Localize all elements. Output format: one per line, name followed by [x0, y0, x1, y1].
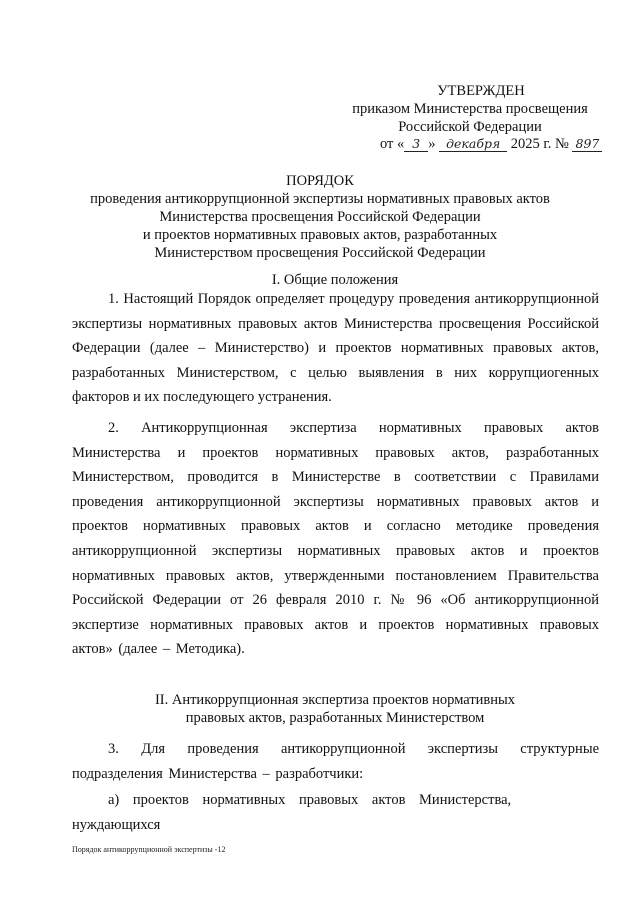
title-line-1: проведения антикоррупционной экспертизы нормативных правовых актов: [90, 191, 550, 207]
order-date-line: [380, 136, 610, 153]
approval-line-2: Российской Федерации: [398, 119, 542, 135]
section-1-title: I. Общие положения: [271, 272, 399, 288]
section-2-line-1: II. Антикоррупционная экспертиза проектов нормативных: [154, 692, 516, 708]
section-2-line-2: правовых актов, разработанных Министерством: [185, 710, 485, 726]
approval-block: [340, 82, 600, 136]
title-heading: ПОРЯДОК: [286, 173, 354, 189]
handwritten-day: 3: [404, 137, 428, 152]
title-line-2: Министерства просвещения Российской Федерации: [159, 209, 481, 225]
paragraph-1: 1. Настоящий Порядок определяет процедуру проведения антикоррупционной экспертизы нормативных правовых актов Министерства просвещения Российской Федерации (далее – Министерство) и проектов нормативных правовых актов, разработанных Министерством, с целью выявления в них коррупциогенных факторов и их последующего устранения.: [72, 291, 599, 406]
paragraph-3: 3. Для проведения антикоррупционной экспертизы структурные подразделения Министерства – разработчики:: [72, 741, 599, 782]
title-line-3: и проектов нормативных правовых актов, разработанных: [142, 227, 498, 243]
handwritten-order-number: 897: [572, 137, 602, 152]
handwritten-month: декабря: [439, 137, 507, 152]
section-2-heading: [70, 691, 600, 727]
date-prefix: от «: [380, 136, 405, 152]
approval-title: УТВЕРЖДЕН: [437, 83, 525, 99]
date-mid: »: [428, 136, 436, 152]
approval-line-1: приказом Министерства просвещения: [352, 101, 588, 117]
title-line-4: Министерством просвещения Российской Федерации: [154, 245, 486, 261]
year-suffix: 2025 г. №: [510, 136, 569, 152]
paragraph-2: 2. Антикоррупционная экспертиза нормативных правовых актов Министерства и проектов нормативных правовых актов, разработанных Министерством, проводится в Министерстве в соответствии с Правилами проведения антикоррупционной экспертизы нормативных правовых актов и проектов нормативных правовых актов и согласно методике проведения антикоррупционной экспертизы нормативных правовых актов и проектов нормативных правовых актов, утвержденными постановлением Правительства Российской Федерации от 26 февраля 2010 г. № 96 «Об антикоррупционной экспертизе нормативных правовых актов и проектов нормативных правовых актов» (далее – Методика).: [72, 420, 599, 658]
page-footer: Порядок антикоррупционной экспертизы -12: [72, 845, 226, 854]
paragraph-4: а) проектов нормативных правовых актов Министерства, нуждающихся: [72, 792, 512, 833]
document-title: [60, 172, 580, 262]
